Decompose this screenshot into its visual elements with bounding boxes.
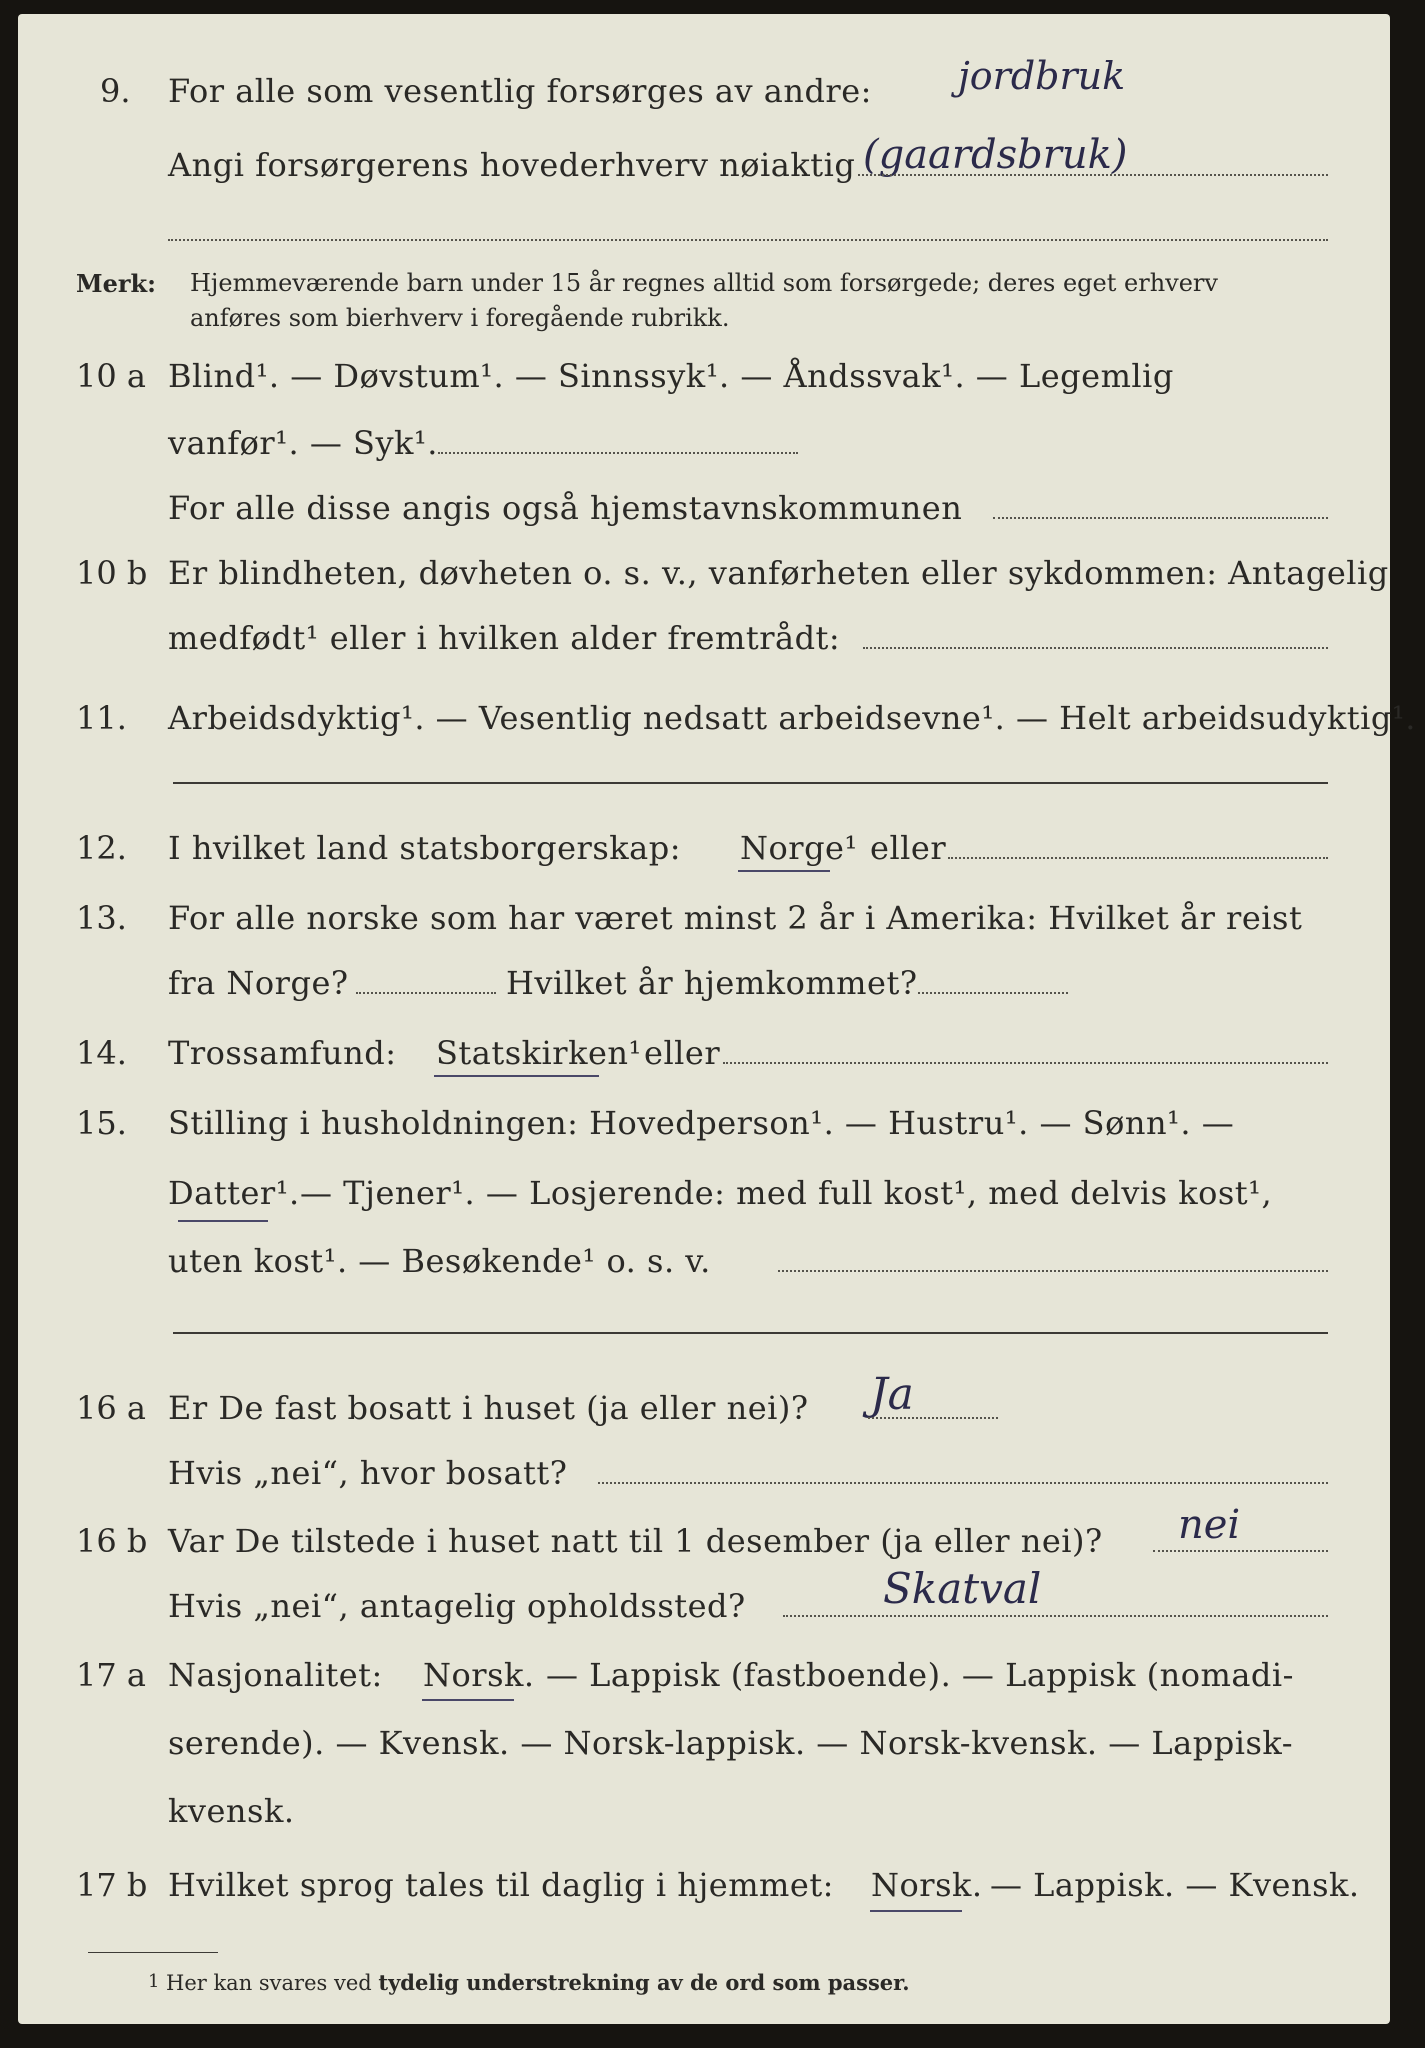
q13-return-line (918, 992, 1068, 994)
q17a-question-line2: serende). — Kvensk. — Norsk-lappisk. — Norsk-kvensk. — Lappisk- (168, 1724, 1294, 1762)
q15-number: 15. (76, 1104, 127, 1142)
q11-number: 11. (76, 699, 127, 737)
q10b-question-line2: medfødt¹ eller i hvilken alder fremtrådt: (168, 619, 841, 657)
merk-label: Merk: (76, 269, 156, 298)
q9-number: 9. (100, 72, 131, 110)
q14-option-statskirken: Statskirken¹ (436, 1034, 642, 1072)
merk-note-line2: anføres som bierhverv i foregående rubrikk. (190, 304, 730, 332)
q12-norge-underline (738, 870, 830, 872)
q10b-number: 10 b (76, 554, 148, 592)
q15-option-datter: Datter¹. (168, 1174, 300, 1212)
footnote-marker: 1 (148, 1971, 160, 1992)
q12-option-norge: Norge¹ (740, 829, 858, 867)
q10a-answer-line (438, 452, 798, 454)
q9-question-line1: For alle som vesentlig forsørges av andre: (168, 72, 872, 110)
q17b-question: Hvilket sprog tales til daglig i hjemmet: (168, 1866, 834, 1904)
q15-question-line2: — Tjener¹. — Losjerende: med full kost¹, med delvis kost¹, (300, 1174, 1273, 1212)
q10a-question-line3: For alle disse angis også hjemstavnskommunen (168, 489, 963, 527)
footnote-rule (88, 1952, 218, 1953)
q10a-question-line1: Blind¹. — Døvstum¹. — Sinnssyk¹. — Åndssvak¹. — Legemlig (168, 357, 1174, 395)
q16b-answer-line (1153, 1550, 1328, 1552)
q10a-question-line2: vanfør¹. — Syk¹. (168, 424, 438, 462)
q9-handwritten-answer-2: (gaardsbruk) (863, 132, 1128, 178)
q17a-number: 17 a (76, 1656, 146, 1694)
q16b-number: 16 b (76, 1522, 148, 1560)
q15-datter-underline (178, 1220, 268, 1222)
q17b-norsk-underline (870, 1910, 962, 1912)
q16a-question-line1: Er De fast bosatt i huset (ja eller nei)? (168, 1389, 809, 1427)
q9-question-line2: Angi forsørgerens hovederhverv nøiaktig (168, 146, 856, 184)
q17a-question-line3: kvensk. (168, 1792, 295, 1830)
q16a-question-line2: Hvis „nei“, hvor bosatt? (168, 1454, 568, 1492)
q13-question-line1: For alle norske som har været minst 2 år i Amerika: Hvilket år reist (168, 899, 1303, 937)
q13-number: 13. (76, 899, 127, 937)
divider-after-q11 (173, 782, 1328, 784)
q15-question-line3: uten kost¹. — Besøkende¹ o. s. v. (168, 1242, 711, 1280)
q9-handwritten-answer-1: jordbruk (958, 54, 1126, 98)
q16a-handwritten-answer: Ja (870, 1369, 914, 1420)
footnote-text (166, 1970, 910, 1995)
q16b-location-line (783, 1615, 1328, 1617)
divider-after-q15 (173, 1332, 1328, 1334)
q10a-hometown-line (993, 517, 1328, 519)
q17a-norsk-underline (422, 1699, 514, 1701)
q17b-question-tail: — Lappisk. — Kvensk. (990, 1866, 1360, 1904)
footnote-text-bold: tydelig understrekning av de ord som passer. (378, 1970, 910, 1995)
q10b-question-line1: Er blindheten, døvheten o. s. v., vanførheten eller sykdommen: Antagelig (168, 554, 1389, 592)
q10a-number: 10 a (76, 357, 146, 395)
q16b-question-line1: Var De tilstede i huset natt til 1 desember (ja eller nei)? (168, 1522, 1103, 1560)
q16b-handwritten-answer-2: Skatval (883, 1564, 1042, 1613)
footnote-text-plain: Her kan svares ved (166, 1971, 372, 1995)
q13-departure-line (356, 992, 496, 994)
q12-answer-line (948, 857, 1328, 859)
q14-number: 14. (76, 1034, 127, 1072)
q14-option-eller: eller (644, 1034, 721, 1072)
q12-number: 12. (76, 829, 127, 867)
q15-answer-line (778, 1270, 1328, 1272)
q17a-label: Nasjonalitet: (168, 1656, 383, 1694)
q12-question: I hvilket land statsborgerskap: (168, 829, 681, 867)
q10b-answer-line (863, 647, 1328, 649)
q9-extra-line (168, 239, 1328, 241)
q16a-answer-line (868, 1417, 998, 1419)
q14-answer-line (723, 1062, 1328, 1064)
q17a-question-line1: — Lappisk (fastboende). — Lappisk (nomadi- (546, 1656, 1294, 1694)
q16a-residence-line (598, 1482, 1328, 1484)
q16b-question-line2: Hvis „nei“, antagelig opholdssted? (168, 1587, 746, 1625)
q14-label: Trossamfund: (168, 1034, 397, 1072)
census-form-page (18, 14, 1416, 2024)
q15-question-line1: Stilling i husholdningen: Hovedperson¹. — Hustru¹. — Sønn¹. — (168, 1104, 1235, 1142)
q16b-handwritten-answer-1: nei (1178, 1502, 1241, 1548)
q9-answer-line (858, 174, 1328, 176)
q12-option-eller: eller (870, 829, 947, 867)
q13-question-line2a: fra Norge? (168, 964, 349, 1002)
q14-statskirken-underline (434, 1075, 599, 1077)
q13-question-line2b: Hvilket år hjemkommet? (506, 964, 918, 1002)
q11-question-line1: Arbeidsdyktig¹. — Vesentlig nedsatt arbeidsevne¹. — Helt arbeidsudyktig¹. (168, 699, 1416, 737)
q17b-number: 17 b (76, 1866, 148, 1904)
q17b-option-norsk: Norsk. (871, 1866, 983, 1904)
merk-note-line1: Hjemmeværende barn under 15 år regnes alltid som forsørgede; deres eget erhverv (190, 269, 1218, 297)
q17a-option-norsk: Norsk. (423, 1656, 535, 1694)
q16a-number: 16 a (76, 1389, 146, 1427)
